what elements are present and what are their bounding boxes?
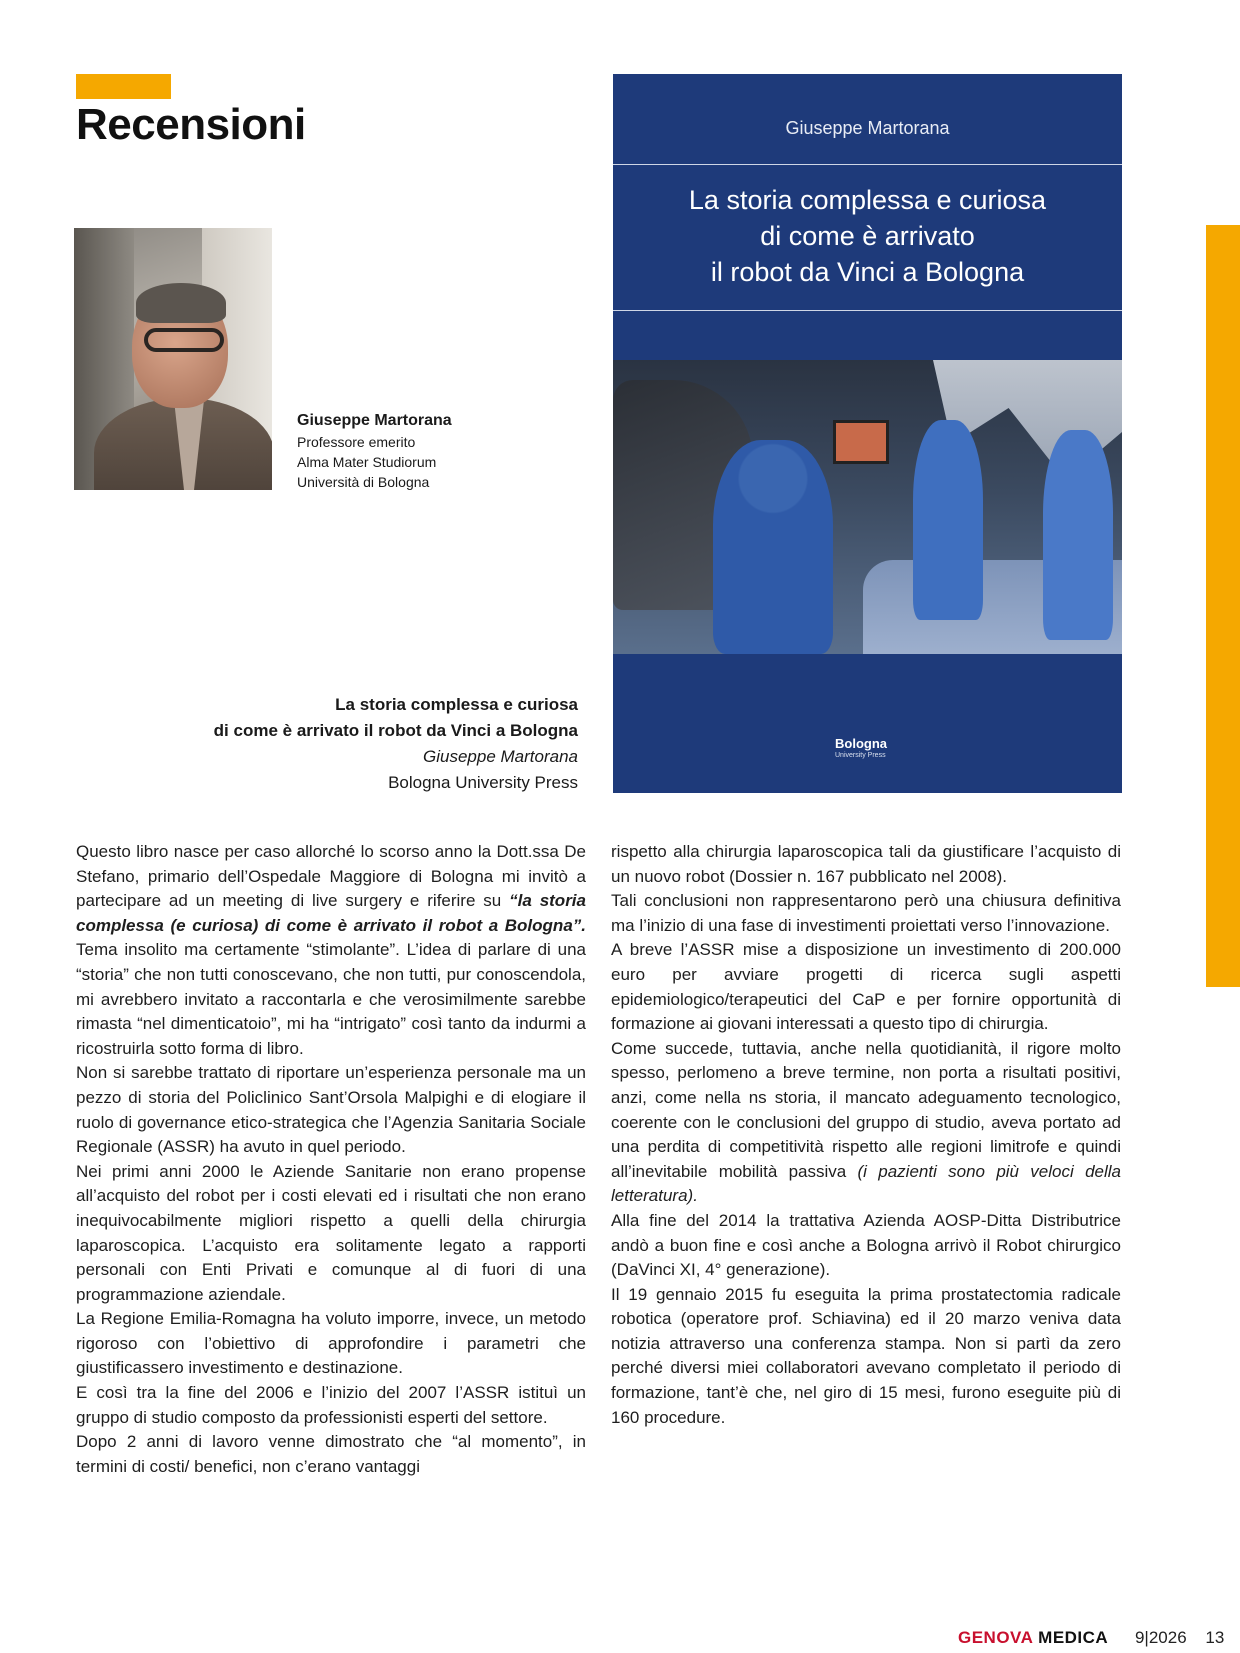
author-caption <box>297 412 597 492</box>
magazine-name-part2: MEDICA <box>1038 1628 1109 1647</box>
paragraph: Nei primi anni 2000 le Aziende Sanitarie non erano propense all’acquisto del robot per i costi elevati ed i risultati che non erano inequivocabilmente migliori rispetto a quelli della chirurgia laparoscopica. L’acquisto era solitamente legato a rapporti personali con Enti Privati e comunque al di fuori di una programmazione aziendale. <box>76 1161 586 1304</box>
cover-publisher-sub: University Press <box>835 752 886 759</box>
side-tab-marker <box>1206 225 1240 987</box>
author-photo <box>74 228 272 490</box>
paragraph: Dopo 2 anni di lavoro venne dimostrato che “al momento”, in termini di costi/ benefici, non c’erano vantaggi <box>76 1432 586 1476</box>
section-title: Recensioni <box>76 100 306 149</box>
author-role: Professore emerito <box>297 434 416 450</box>
paragraph: rispetto alla chirurgia laparoscopica tali da giustificare l’acquisto di un nuovo robot (Dossier n. 167 pubblicato nel 2008). <box>611 842 1121 886</box>
paragraph: Tali conclusioni non rappresentarono però una chiusura definitiva ma l’inizio di una fase di investimenti proiettati verso l’innovazione. <box>611 891 1121 935</box>
article-column-left <box>76 840 586 1479</box>
book-publisher: Bologna University Press <box>388 773 578 792</box>
paragraph: Alla fine del 2014 la trattativa Azienda AOSP-Ditta Distributrice andò a buon fine e così anche a Bologna arrivò il Robot chirurgico (DaVinci XI, 4° generazione). <box>611 1210 1121 1280</box>
book-author: Giuseppe Martorana <box>423 747 578 766</box>
page-footer <box>958 1628 1224 1648</box>
cover-publisher: Bologna <box>835 736 887 751</box>
issue-number: 9|2026 <box>1134 1628 1187 1647</box>
paragraph: Questo libro nasce per caso allorché lo scorso anno la Dott.ssa De Stefano, primario dell’Ospedale Maggiore di Bologna mi invitò a partecipare ad un meeting di live surgery e riferire su “la storia complessa (e curiosa) di come è arrivato il robot a Bologna”. Tema insolito ma certamente “stimolante”. L’idea di parlare di una “storia” che non tutti conoscevano, che non tutti, pur conoscendola, mi avrebbero invitato a raccontarla e che verosimilmente sarebbe rimasta “nel dimenticatoio”, mi ha “intrigato” così tanto da indurmi a ricostruirla sotto forma di libro. <box>76 842 586 1058</box>
book-title-line1: La storia complessa e curiosa <box>335 695 578 714</box>
paragraph: E così tra la fine del 2006 e l’inizio del 2007 l’ASSR istituì un gruppo di studio composto da professionisti esperti del settore. <box>76 1383 586 1427</box>
paragraph: A breve l’ASSR mise a disposizione un investimento di 200.000 euro per avviare progetti di ricerca sugli aspetti epidemiologico/terapeutici del CaP e per fornire opportunità di formazione ai giovani interessati a questo tipo di chirurgia. <box>611 940 1121 1034</box>
quoted-topic: “la storia complessa (e curiosa) di come è arrivato il robot a Bologna”. <box>76 891 586 935</box>
cover-title-line: di come è arrivato <box>760 221 975 251</box>
paragraph: Come succede, tuttavia, anche nella quotidianità, il rigore molto spesso, perlomeno a breve termine, non porta a risultati positivi, anzi, come nella ns storia, il mancato adeguamento tecnologico, coerente con le conclusioni del gruppo di studio, aveva portato ad una perdita di competitività rispetto alle regioni limitrofe e quindi all’inevitabile mobilità passiva (i pazienti sono più veloci della letteratura). <box>611 1038 1121 1206</box>
cover-title-line: il robot da Vinci a Bologna <box>710 257 1025 287</box>
paragraph: La Regione Emilia-Romagna ha voluto imporre, invece, un metodo rigoroso con l’obiettivo di approfondire i parametri che giustificassero investimento e destinazione. <box>76 1309 586 1378</box>
cover-rule-top <box>613 164 1122 165</box>
book-title-line2: di come è arrivato il robot da Vinci a Bologna <box>213 721 578 740</box>
book-info <box>140 692 578 796</box>
cover-title <box>613 182 1122 290</box>
section-accent-bar <box>76 74 171 99</box>
author-name: Giuseppe Martorana <box>297 412 452 429</box>
paragraph: Il 19 gennaio 2015 fu eseguita la prima prostatectomia radicale robotica (operatore prof. Schiavina) ed il 20 marzo veniva data notizia attraverso una conferenza stampa. Non si partì da zero perché diversi miei collaboratori avevano completato il periodo di formazione, tant’è che, nel giro di 15 mesi, furono eseguite più di 160 procedure. <box>611 1284 1121 1427</box>
cover-surgery-photo <box>613 360 1122 654</box>
author-institution: Alma Mater Studiorum <box>297 454 437 470</box>
italic-note: (i pazienti sono più veloci della letteratura). <box>611 1161 1121 1206</box>
author-university: Università di Bologna <box>297 474 430 490</box>
cover-title-line: La storia complessa e curiosa <box>688 185 1047 215</box>
magazine-name-part1: GENOVA <box>958 1628 1034 1647</box>
book-cover <box>613 74 1122 793</box>
cover-rule-bottom <box>613 310 1122 311</box>
article-column-right <box>611 840 1121 1430</box>
page-number: 13 <box>1205 1628 1225 1647</box>
cover-author: Giuseppe Martorana <box>785 118 950 138</box>
paragraph: Non si sarebbe trattato di riportare un’esperienza personale ma un pezzo di storia del Policlinico Sant’Orsola Malpighi e di elogiare il ruolo di governance etico-strategica che l’Agenzia Sanitaria Sociale Regionale (ASSR) ha avuto in quel periodo. <box>76 1063 586 1157</box>
